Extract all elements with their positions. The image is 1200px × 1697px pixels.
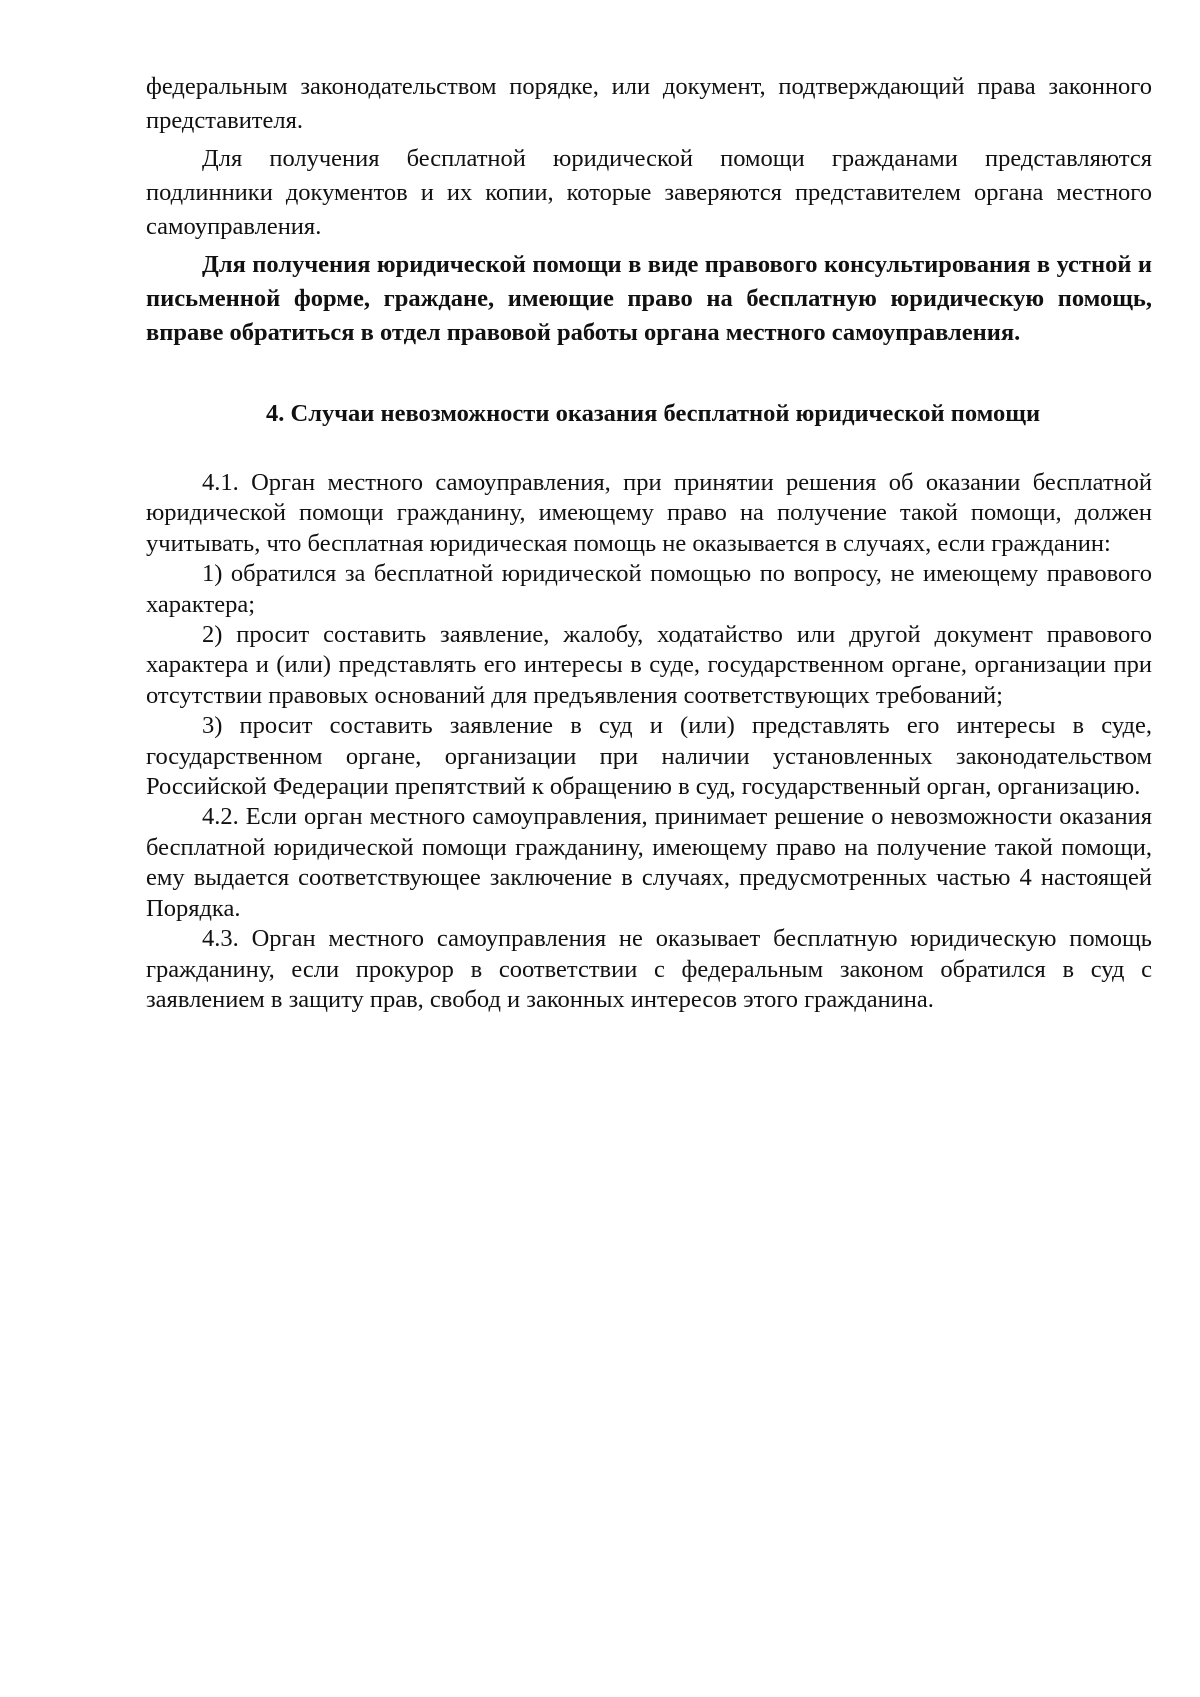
list-item-2: 2) просит составить заявление, жалобу, ходатайство или другой документ правового характера и (или) представлять его интересы в суде, государственном органе, организации при отсутствии правовых оснований для предъявления соответствующих требований; [146,621,1152,709]
document-body [146,70,1152,1015]
list-item-1: 1) обратился за бесплатной юридической помощью по вопросу, не имеющему правового характера; [146,560,1152,618]
paragraph-legal-consultation: Для получения юридической помощи в виде правового консультирования в устной и письменной форме, граждане, имеющие право на бесплатную юридическую помощь, вправе обратиться в отдел правовой работы органа местного самоуправления. [146,251,1152,346]
paragraph-4-1: 4.1. Орган местного самоуправления, при принятии решения об оказании бесплатной юридической помощи гражданину, имеющему право на получение такой помощи, должен учитывать, что бесплатная юридическая помощь не оказывается в случаях, если гражданин: [146,469,1152,557]
intro-section [146,70,1152,350]
paragraph-legal-representative: федеральным законодательством порядке, или документ, подтверждающий права законного представителя. [146,73,1152,134]
section-4-body [146,468,1152,1015]
list-item-3: 3) просит составить заявление в суд и (или) представлять его интересы в суде, государственном органе, организации при наличии установленных законодательством Российской Федерации препятствий к обращению в суд, государственный орган, организацию. [146,712,1152,801]
paragraph-4-2: 4.2. Если орган местного самоуправления, принимает решение о невозможности оказания бесплатной юридической помощи гражданину, имеющему право на получение такой помощи, ему выдается соответствующее заключение в случаях, предусмотренных частью 4 настоящей Порядка. [146,803,1152,922]
section-4-heading: 4. Случаи невозможности оказания бесплатной юридической помощи [266,400,1041,427]
paragraph-originals-and-copies: Для получения бесплатной юридической помощи гражданами представляются подлинники документов и их копии, которые заверяются представителем органа местного самоуправления. [146,145,1152,240]
paragraph-4-3: 4.3. Орган местного самоуправления не оказывает бесплатную юридическую помощь гражданину, если прокурор в соответствии с федеральным законом обратился в суд с заявлением в защиту прав, свобод и законных интересов этого гражданина. [146,925,1152,1013]
